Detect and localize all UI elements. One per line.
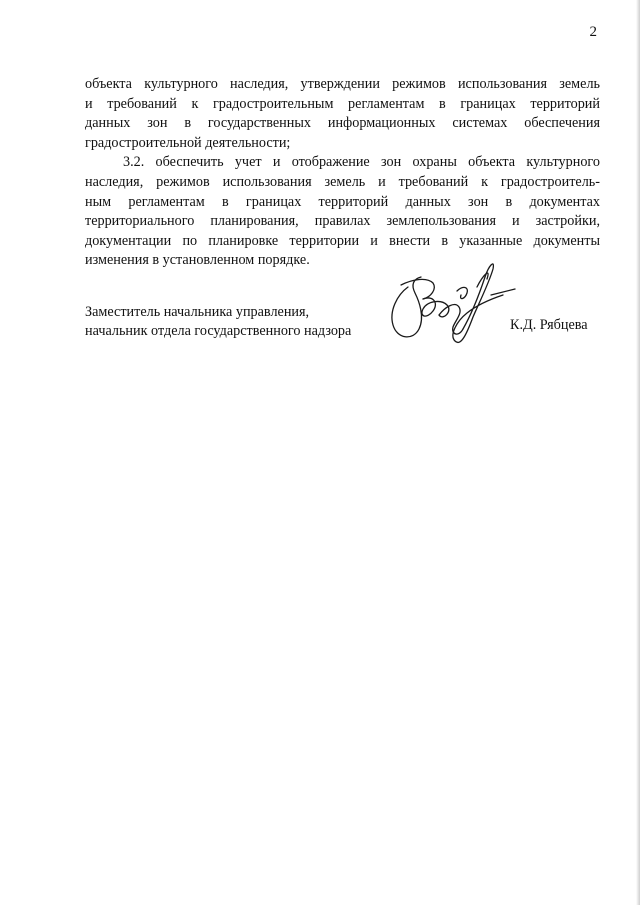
text-line: документации по планировке территории и внести в указанные документы [85,232,600,249]
text-line: изменения в установленном порядке. [85,252,310,269]
text-line: объекта культурного наследия, утверждении режимов использования земель [85,76,600,92]
paragraph-3-2 [85,153,600,271]
handwritten-signature [383,255,518,350]
signatory-title-line: Заместитель начальника управления, [85,304,310,320]
text-line: ным регламентам в границах территорий данных зон в документах [85,193,600,210]
scan-edge-shadow [636,0,640,905]
text-line: данных зон в государственных информационных системах обеспечения [85,115,600,132]
text-line: 3.2. обеспечить учет и отображение зон охраны объекта культурного [123,154,600,171]
text-line: наследия, режимов использования земель и требований к градостроитель- [85,173,600,190]
document-body [85,75,600,271]
text-line: и требований к градостроительным регламентам в границах территорий [85,95,600,112]
page-number: 2 [589,24,597,40]
signatory-title-line: начальник отдела государственного надзора [85,322,352,339]
text-line: градостроительной деятельности; [85,134,291,151]
signatory-name: К.Д. Рябцева [510,317,588,333]
paragraph-continuation [85,75,600,153]
text-line: территориального планирования, правилах землепользования и застройки, [85,213,600,230]
signatory-title [85,303,351,340]
